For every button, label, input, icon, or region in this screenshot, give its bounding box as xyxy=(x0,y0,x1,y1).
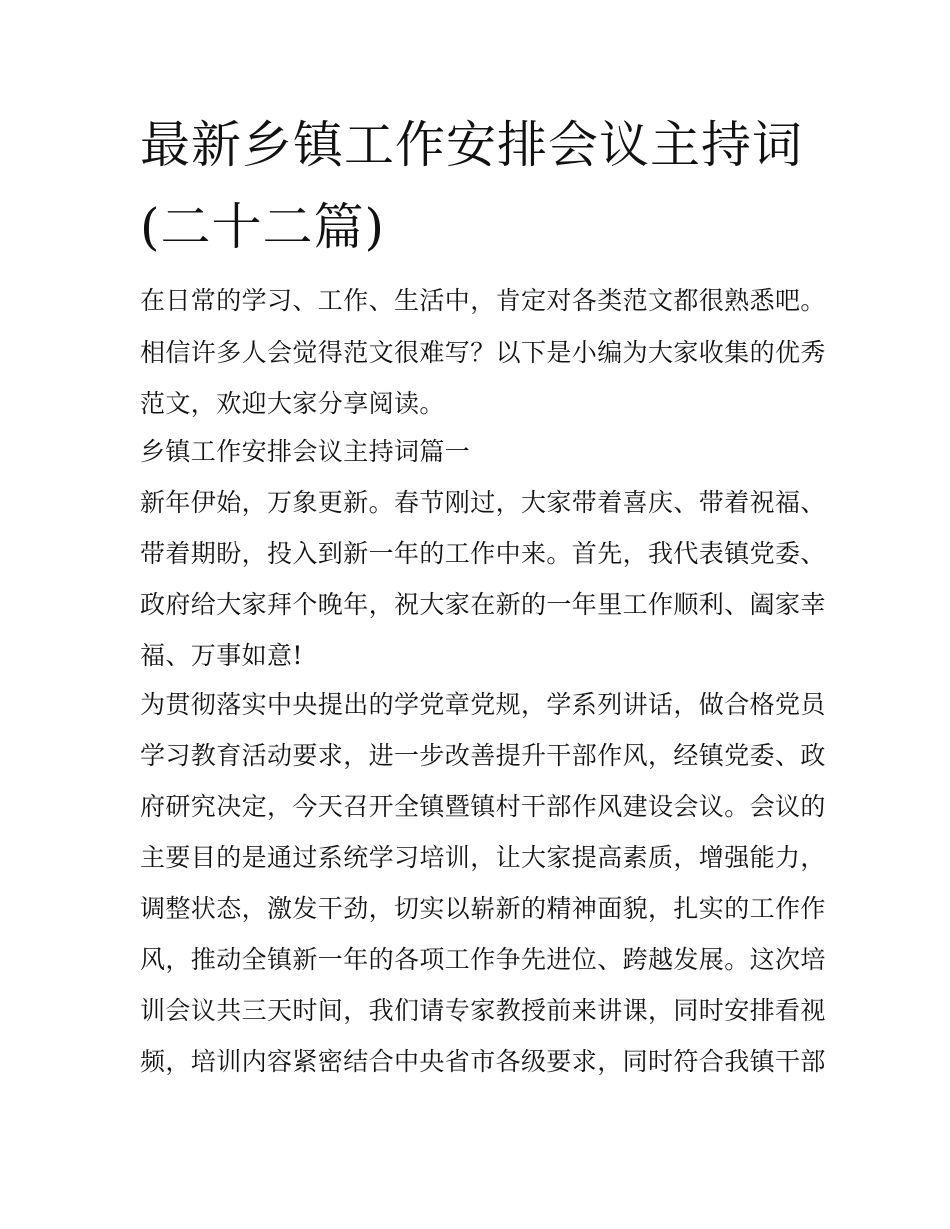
body-line: 训会议共三天时间，我们请专家教授前来讲课，同时安排看视 xyxy=(140,996,826,1025)
body-line: 政府给大家拜个晚年，祝大家在新的一年里工作顺利、阖家幸 xyxy=(140,590,826,619)
document-title-line-1: 最新乡镇工作安排会议主持词 xyxy=(140,116,803,174)
body-line: 风，推动全镇新一年的各项工作争先进位、跨越发展。这次培 xyxy=(140,945,826,974)
body-line: 府研究决定，今天召开全镇暨镇村干部作风建设会议。会议的 xyxy=(140,792,826,821)
body-line: 新年伊始，万象更新。春节刚过，大家带着喜庆、带着祝福、 xyxy=(140,488,826,517)
document-title-line-2: (二十二篇) xyxy=(140,198,386,256)
body-line: 调整状态，激发干劲，切实以崭新的精神面貌，扎实的工作作 xyxy=(140,894,826,923)
body-line: 主要目的是通过系统学习培训，让大家提高素质，增强能力， xyxy=(140,843,826,872)
body-line: 福、万事如意! xyxy=(140,641,303,670)
body-line: 带着期盼，投入到新一年的工作中来。首先，我代表镇党委、 xyxy=(140,539,826,568)
section-heading: 乡镇工作安排会议主持词篇一 xyxy=(140,437,471,466)
body-line: 频，培训内容紧密结合中央省市各级要求，同时符合我镇干部 xyxy=(140,1047,826,1076)
body-line: 学习教育活动要求，进一步改善提升干部作风，经镇党委、政 xyxy=(140,741,826,770)
body-line: 为贯彻落实中央提出的学党章党规，学系列讲话，做合格党员 xyxy=(140,690,826,719)
body-line: 范文，欢迎大家分享阅读。 xyxy=(140,389,445,418)
body-line: 在日常的学习、工作、生活中，肯定对各类范文都很熟悉吧。 xyxy=(140,286,826,315)
body-line: 相信许多人会觉得范文很难写？以下是小编为大家收集的优秀 xyxy=(140,338,826,367)
